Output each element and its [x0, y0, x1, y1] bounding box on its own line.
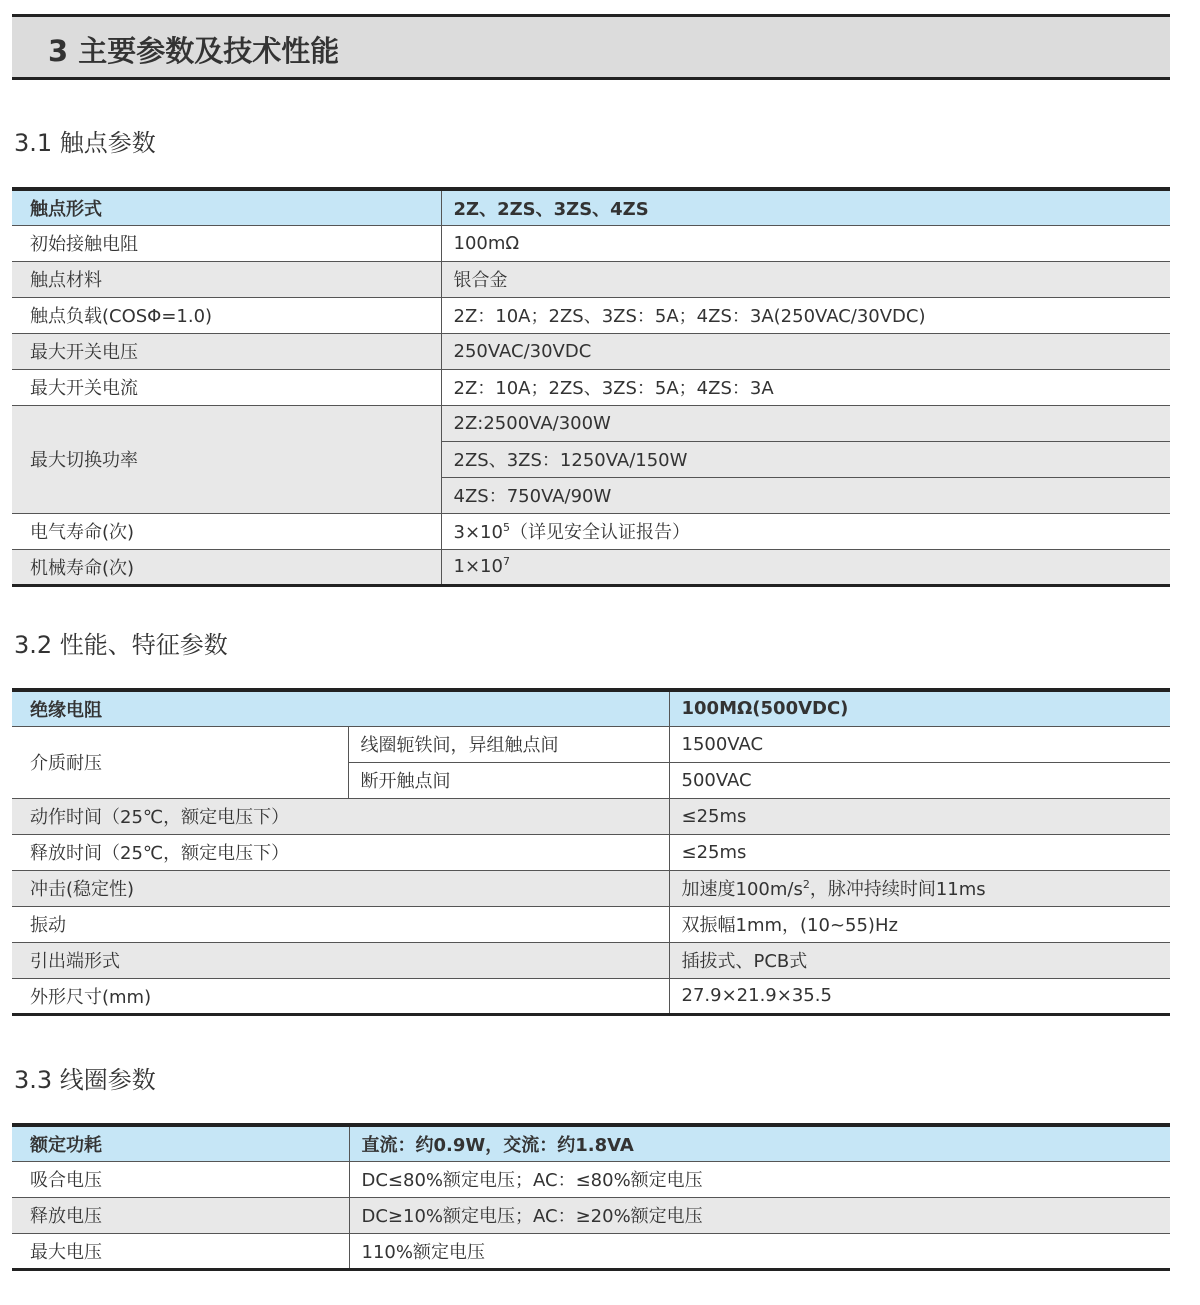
- row-value: 直流：约0.9W，交流：约1.8VA: [349, 1125, 1170, 1161]
- table-row: [12, 369, 1170, 405]
- row-label: 初始接触电阻: [12, 225, 441, 261]
- row-value: 27.9×21.9×35.5: [669, 978, 1170, 1014]
- table-row: [12, 1197, 1170, 1233]
- row-label: 触点材料: [12, 261, 441, 297]
- row-sublabel: 线圈轭铁间，异组触点间: [348, 726, 669, 762]
- row-value: 2Z：10A；2ZS、3ZS：5A；4ZS：3A: [441, 369, 1170, 405]
- table-row: [12, 513, 1170, 549]
- row-value: 插拔式、PCB式: [669, 942, 1170, 978]
- row-sublabel: 断开触点间: [348, 762, 669, 798]
- row-label: 触点形式: [12, 189, 441, 225]
- table-row: [12, 834, 1170, 870]
- row-label: 绝缘电阻: [12, 690, 669, 726]
- table-row: [12, 978, 1170, 1014]
- section-title-contact: 3.1 触点参数: [14, 129, 156, 157]
- row-label: 介质耐压: [12, 726, 348, 798]
- table-row: [12, 1233, 1170, 1269]
- row-label: 最大切换功率: [12, 405, 441, 513]
- table-row: [12, 189, 1170, 225]
- row-label: 释放电压: [12, 1197, 349, 1233]
- table-row: [12, 798, 1170, 834]
- row-value: 2ZS、3ZS：1250VA/150W: [441, 441, 1170, 477]
- table-row: [12, 549, 1170, 585]
- row-label: 振动: [12, 906, 669, 942]
- row-value: DC≤80%额定电压；AC：≤80%额定电压: [349, 1161, 1170, 1197]
- row-label: 引出端形式: [12, 942, 669, 978]
- coil-params-table: [12, 1123, 1170, 1271]
- row-value: 2Z：10A；2ZS、3ZS：5A；4ZS：3A(250VAC/30VDC): [441, 297, 1170, 333]
- row-label: 冲击(稳定性): [12, 870, 669, 906]
- performance-params-table: [12, 688, 1170, 1016]
- contact-params-table: [12, 187, 1170, 587]
- row-value: 1500VAC: [669, 726, 1170, 762]
- row-label: 最大开关电压: [12, 333, 441, 369]
- row-label: 动作时间（25℃，额定电压下）: [12, 798, 669, 834]
- row-value: 加速度$100m/s^2$，脉冲持续时间11ms: [669, 870, 1170, 906]
- table-row: [12, 690, 1170, 726]
- table-row: [12, 297, 1170, 333]
- table-row: [12, 870, 1170, 906]
- table-row: [12, 906, 1170, 942]
- row-value: DC≥10%额定电压；AC：≥20%额定电压: [349, 1197, 1170, 1233]
- row-label: 释放时间（25℃，额定电压下）: [12, 834, 669, 870]
- table-row: [12, 261, 1170, 297]
- table-row: [12, 225, 1170, 261]
- table-row: [12, 1125, 1170, 1161]
- row-label: 触点负载(COSΦ=1.0): [12, 297, 441, 333]
- row-value: 银合金: [441, 261, 1170, 297]
- section-title-performance: 3.2 性能、特征参数: [14, 631, 228, 659]
- table-row: [12, 333, 1170, 369]
- row-value: 2Z、2ZS、3ZS、4ZS: [441, 189, 1170, 225]
- row-value: 500VAC: [669, 762, 1170, 798]
- table-row: [12, 1161, 1170, 1197]
- table-row: [12, 726, 1170, 762]
- row-value: 100mΩ: [441, 225, 1170, 261]
- row-value: $1\times 10^7$: [441, 549, 1170, 585]
- chapter-title: 3 主要参数及技术性能: [48, 34, 340, 68]
- row-value: 100MΩ(500VDC): [669, 690, 1170, 726]
- row-label: 最大开关电流: [12, 369, 441, 405]
- row-value: ≤25ms: [669, 798, 1170, 834]
- row-value: 4ZS：750VA/90W: [441, 477, 1170, 513]
- row-label: 机械寿命(次): [12, 549, 441, 585]
- row-value: $3\times 10^5$（详见安全认证报告）: [441, 513, 1170, 549]
- section-title-coil: 3.3 线圈参数: [14, 1066, 156, 1094]
- table-row: [12, 942, 1170, 978]
- row-value: 110%额定电压: [349, 1233, 1170, 1269]
- row-value: ≤25ms: [669, 834, 1170, 870]
- row-label: 额定功耗: [12, 1125, 349, 1161]
- row-label: 吸合电压: [12, 1161, 349, 1197]
- row-value: 2Z:2500VA/300W: [441, 405, 1170, 441]
- row-label: 外形尺寸(mm): [12, 978, 669, 1014]
- table-row: [12, 405, 1170, 441]
- row-value: 双振幅1mm，(10~55)Hz: [669, 906, 1170, 942]
- row-value: 250VAC/30VDC: [441, 333, 1170, 369]
- row-label: 最大电压: [12, 1233, 349, 1269]
- row-label: 电气寿命(次): [12, 513, 441, 549]
- chapter-header-bar: [12, 14, 1170, 80]
